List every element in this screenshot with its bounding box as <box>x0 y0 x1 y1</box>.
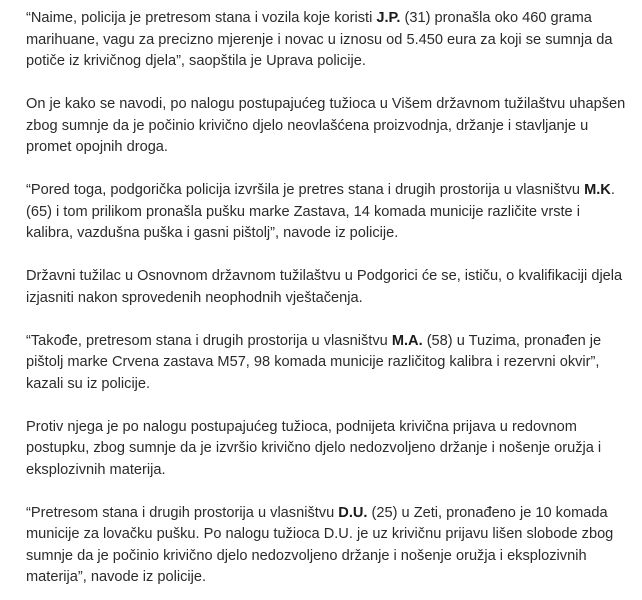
paragraph-text: “Naime, policija je pretresom stana i vozila koje koristi <box>26 10 377 26</box>
paragraph-arrest: On je kako se navodi, po nalogu postupajućeg tužioca u Višem državnom tužilaštvu uhapšen zbog sumnje da je počinio krivično djelo neovlašćena proizvodnja, držanje i stavljanje u promet opojnih droga. <box>26 96 626 155</box>
paragraph-text: (58) u Tuzima, pronađen je pištolj marke Crvena zastava M57, 98 komada municije različitog kalibra i rezervni okvir”, kazali su iz policije. <box>26 332 602 392</box>
suspect-initials: J.P. <box>376 10 401 26</box>
paragraph-criminal-report: Protiv njega je po nalogu postupajućeg tužioca, podnijeta krivična prijava u redovnom postupku, zbog sumnje da je izvršio krivično djelo nedozvoljeno držanje i nošenje oružja i eksplozivnih materija. <box>26 418 602 478</box>
paragraph-quote-ma <box>26 331 628 396</box>
paragraph-text: (31) pronašla oko 460 grama marihuane, vagu za precizno mjerenje i novac u iznosu od 5.450 eura za koji se sumnja da potiče iz krivičnog djela”, saopštila je Uprava policije. <box>26 10 613 69</box>
paragraph-text: “Pretresom stana i drugih prostorija u vlasništvu <box>26 504 339 521</box>
paragraph-quote-mk <box>26 180 628 245</box>
suspect-initials: M.A. <box>391 332 423 349</box>
suspect-initials: M.K <box>584 182 611 198</box>
suspect-initials: D.U. <box>338 504 368 521</box>
paragraph-text: . (65) i tom prilikom pronašla pušku marke Zastava, 14 komada municije različite vrste i kalibra, vazdušna puška i gasni pištolj”, navode iz policije. <box>26 182 615 241</box>
paragraph-quote-jp <box>26 8 628 73</box>
paragraph-prosecutor: Državni tužilac u Osnovnom državnom tužilaštvu u Podgorici će se, ističu, o kvalifikaciji djela izjasniti nakon sprovedenih neophodnih vještačenja. <box>26 268 623 306</box>
paragraph-text: “Pored toga, podgorička policija izvršila je pretres stana i drugih prostorija u vlasništvu <box>26 182 585 198</box>
paragraph-quote-du <box>26 503 628 589</box>
paragraph-text: “Takođe, pretresom stana i drugih prostorija u vlasništvu <box>26 332 392 349</box>
paragraph-text: (25) u Zeti, pronađeno je 10 komada municije za lovačku pušku. Po nalogu tužioca D.U. je uz krivičnu prijavu lišen slobode zbog sumnje da je počinio krivično djelo nedozvoljeno držanje i nošenje oružja i eksplozivnih materija”, navode iz policije. <box>26 504 614 585</box>
